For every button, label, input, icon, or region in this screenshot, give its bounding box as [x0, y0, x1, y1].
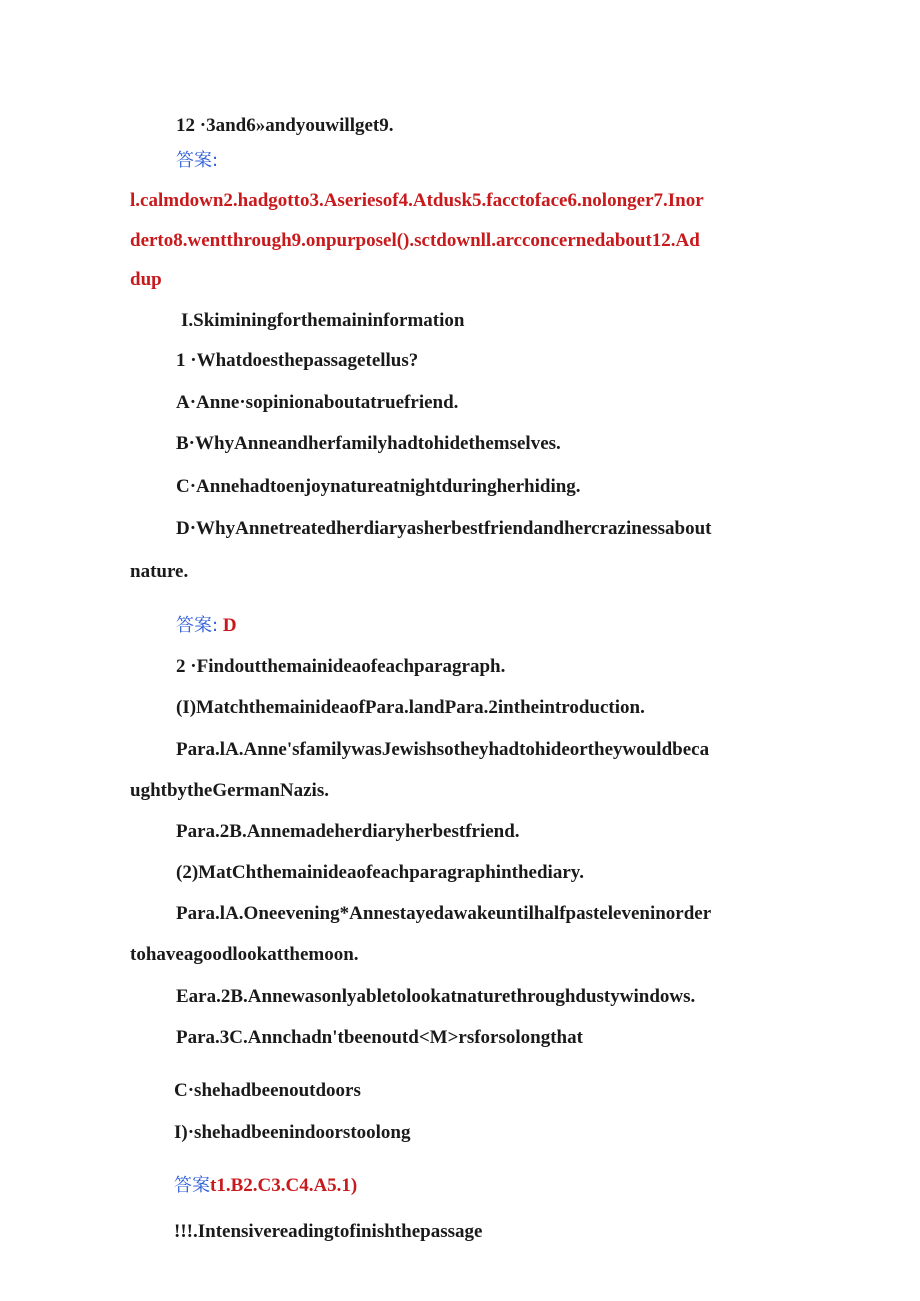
answer-text: l.calmdown2.hadgotto3.Aseriesof4.Atdusk5.facctoface6.nolonger7.Inor — [130, 190, 704, 211]
text-line: 12 ·3and6»andyouwillget9. — [176, 115, 394, 136]
answer-value: D — [222, 615, 237, 636]
answer-label: 答案 — [174, 1175, 210, 1196]
text-line: (I)MatchthemainideaofPara.landPara.2intheintroduction. — [176, 697, 645, 718]
answer-value: t1.B2.C3.C4.A5.1) — [210, 1175, 358, 1196]
text-line: Para.lA.Oneevening*Annestayedawakeuntilhalfpasteleveninorder — [176, 903, 712, 924]
text-line: Para.2B.Annemadeherdiaryherbestfriend. — [176, 821, 520, 842]
option-d: D·WhyAnnetreatedherdiaryasherbestfriendandhercrazinessabout — [176, 518, 712, 539]
answer-line — [176, 616, 237, 635]
text-line: (2)MatChthemainideaofeachparagraphinthediary. — [176, 862, 584, 883]
section-heading: !!!.Intensivereadingtofinishthepassage — [174, 1221, 483, 1242]
answer-line — [174, 1176, 357, 1195]
text-line: ughtbytheGermanNazis. — [130, 780, 329, 801]
option-c: C·shehadbeenoutdoors — [174, 1080, 361, 1101]
answer-text: dup — [130, 269, 162, 290]
section-heading: I.Skiminingforthemaininformation — [181, 310, 465, 331]
text-line: tohaveagoodlookatthemoon. — [130, 944, 359, 965]
answer-text: derto8.wentthrough9.onpurposel().sctdownll.arcconcernedabout12.Ad — [130, 230, 700, 251]
option-d-cont: nature. — [130, 561, 189, 582]
answer-label: 答案: — [176, 615, 219, 636]
answer-label: 答案: — [176, 150, 219, 171]
option-b: B·WhyAnneandherfamilyhadtohidethemselves. — [176, 433, 561, 454]
option-c: C·Annehadtoenjoynatureatnightduringherhiding. — [176, 476, 581, 497]
question: 1 ·Whatdoesthepassagetellus? — [176, 350, 419, 371]
text-line: Para.lA.Anne'sfamilywasJewishsotheyhadtohideortheywouldbeca — [176, 739, 710, 760]
question: 2 ·Findoutthemainideaofeachparagraph. — [176, 656, 506, 677]
text-line: Eara.2B.Annewasonlyabletolookatnaturethroughdustywindows. — [176, 986, 696, 1007]
text-line: Para.3C.Annchadn'tbeenoutd<M>rsforsolongthat — [176, 1027, 583, 1048]
option-a: A·Anne·sopinionaboutatruefriend. — [176, 392, 459, 413]
option-d: I)·shehadbeenindoorstoolong — [174, 1122, 411, 1143]
